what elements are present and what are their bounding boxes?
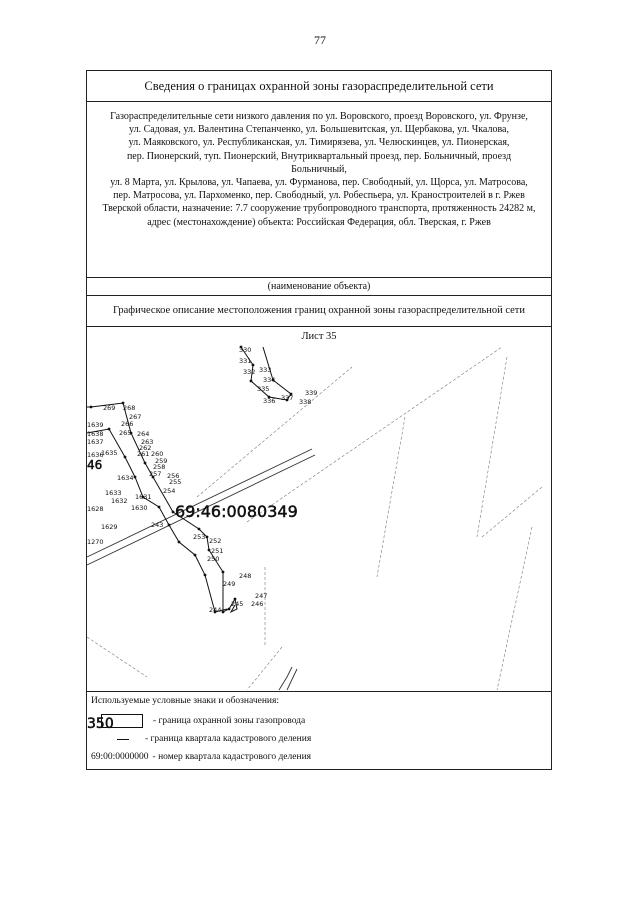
point-label: 1637 xyxy=(87,438,104,446)
point-label: 244 xyxy=(209,606,222,614)
boundary-vertex xyxy=(172,511,175,514)
point-label: 269 xyxy=(103,404,116,412)
point-label: 333 xyxy=(259,366,272,374)
boundary-vertex xyxy=(178,541,181,544)
legend-item-code xyxy=(91,752,311,762)
point-label: 265 xyxy=(119,429,132,437)
parcel-line xyxy=(482,487,542,537)
point-label: 258 xyxy=(153,463,166,471)
parcel-line xyxy=(247,347,502,522)
point-labels xyxy=(87,346,317,614)
point-label: 264 xyxy=(137,430,150,438)
parcel-line xyxy=(497,527,532,690)
point-label: 249 xyxy=(223,580,236,588)
legend-text: - граница охранной зоны газопровода xyxy=(153,716,306,726)
point-label: 266 xyxy=(121,420,134,428)
point-label: 1634 xyxy=(117,474,134,482)
boundary-vertex xyxy=(124,456,127,459)
legend xyxy=(87,692,551,770)
point-label: 1633 xyxy=(105,489,122,497)
description-line: пер. Матросова, ул. Пархоменко, пер. Свободный, ул. Робеспьера, ул. Краностроителей в г. Ржев xyxy=(113,190,525,202)
point-label: 331 xyxy=(239,357,252,365)
description-line: ул. Садовая, ул. Валентина Степанченко, ул. Большевитская, ул. Щербакова, ул. Чкалова, xyxy=(129,124,509,136)
point-label: 334 xyxy=(263,376,276,384)
boundary-vertex xyxy=(252,364,255,367)
parcel-line xyxy=(477,357,507,537)
description-line: пер. Пионерский, туп. Пионерский, Внутриквартальный проезд, пер. Больничный, проезд Больничный, xyxy=(126,150,512,175)
object-caption: (наименование объекта) xyxy=(267,281,371,292)
point-label: 260 xyxy=(151,450,164,458)
point-label: 337 xyxy=(281,394,294,402)
parcel-lines xyxy=(87,347,542,690)
point-label: 243 xyxy=(151,521,164,529)
boundary-vertex xyxy=(222,571,225,574)
description-line: Газораспределительные сети низкого давления по ул. Воровского, проезд Воровского, ул. Фрунзе, xyxy=(110,111,528,122)
boundary-vertex xyxy=(222,611,225,614)
point-label: 1631 xyxy=(135,493,152,501)
boundary-vertex xyxy=(206,536,209,539)
boundary-vertex xyxy=(204,574,207,577)
point-label: 339 xyxy=(305,389,318,397)
point-label: 248 xyxy=(239,572,252,580)
point-label: 1636 xyxy=(87,451,104,459)
boundary-vertex xyxy=(208,549,211,552)
document-title: Сведения о границах охранной зоны газораспределительной сети xyxy=(144,78,494,93)
quarter-code-sample: 69:00:0000000 xyxy=(91,752,149,762)
point-label: 247 xyxy=(255,592,268,600)
point-label: 1630 xyxy=(131,504,148,512)
description-line: ул. Маяковского, ул. Республиканская, ул. Тимирязева, ул. Челюскинцев, ул. Пионерская, xyxy=(128,137,510,149)
neighbor-quarter-label: 46 xyxy=(87,458,103,472)
quarter-boundary xyxy=(287,669,297,690)
neighbor-quarter-label: 350 xyxy=(87,716,114,732)
boundary-vertex xyxy=(228,608,231,611)
boundary-vertex xyxy=(108,428,111,431)
document-frame xyxy=(86,70,552,770)
boundary-vertex xyxy=(198,528,201,531)
description-line: Тверской области, назначение: 7.7 сооружение трубопроводного транспорта, протяженность 24282 м, xyxy=(102,203,536,215)
point-label: 1635 xyxy=(101,449,118,457)
point-label: 252 xyxy=(209,537,222,545)
point-label: 330 xyxy=(239,346,252,354)
zone-boundary-symbol xyxy=(101,714,143,728)
legend-item-quarter xyxy=(91,734,311,744)
description-line: адрес (местонахождение) объекта: Российская Федерация, обл. Тверская, г. Ржев xyxy=(147,216,491,228)
point-label: 1628 xyxy=(87,505,104,513)
quarter-number-label: 69:46:0080349 xyxy=(175,502,298,521)
legend-text: - номер квартала кадастрового деления xyxy=(152,752,312,762)
parcel-line xyxy=(247,647,282,690)
graphic-title: Графическое описание местоположения границ охранной зоны газораспределительной сети xyxy=(112,305,526,316)
legend-title: Используемые условные знаки и обозначения: xyxy=(91,696,280,706)
boundary-vertex xyxy=(168,524,171,527)
point-label: 254 xyxy=(163,487,176,495)
boundary-vertex xyxy=(194,554,197,557)
point-label: 263 xyxy=(141,438,154,446)
point-label: 261 xyxy=(137,450,150,458)
point-label: 246 xyxy=(251,600,264,608)
point-label: 250 xyxy=(207,555,220,563)
parcel-line xyxy=(87,637,147,677)
point-label: 1270 xyxy=(87,538,104,546)
legend-item-zone xyxy=(91,714,305,728)
point-label: 335 xyxy=(257,385,270,393)
point-label: 259 xyxy=(155,457,168,465)
page-number: 77 xyxy=(314,33,326,47)
point-label: 251 xyxy=(211,547,224,555)
legend-text: - граница квартала кадастрового деления xyxy=(145,734,312,744)
boundary-vertex xyxy=(144,462,147,465)
parcel-line xyxy=(377,417,405,577)
point-label: 257 xyxy=(149,470,162,478)
quarter-boundary-lines xyxy=(87,449,315,690)
point-label: 255 xyxy=(169,478,182,486)
sheet-label: Лист 35 xyxy=(301,331,337,342)
boundary-vertex xyxy=(250,380,253,383)
point-label: 1629 xyxy=(101,523,118,531)
parcel-line xyxy=(197,367,352,497)
point-label: 1638 xyxy=(87,430,104,438)
point-label: 256 xyxy=(167,472,180,480)
quarter-boundary xyxy=(279,667,292,690)
point-label: 336 xyxy=(263,397,276,405)
point-label: 268 xyxy=(123,404,136,412)
point-label: 338 xyxy=(299,398,312,406)
boundary-vertex xyxy=(90,406,93,409)
point-label: 245 xyxy=(231,600,244,608)
point-label: 332 xyxy=(243,368,256,376)
description-line: ул. 8 Марта, ул. Крылова, ул. Чапаева, ул. Фурманова, пер. Свободный, ул. Щорса, ул. Матросова, xyxy=(110,177,528,189)
point-label: 1639 xyxy=(87,421,104,429)
point-label: 1632 xyxy=(111,497,128,505)
point-label: 262 xyxy=(139,444,152,452)
point-label: 267 xyxy=(129,413,142,421)
boundary-vertex xyxy=(158,506,161,509)
object-description xyxy=(87,102,551,277)
point-label: 253 xyxy=(193,533,206,541)
quarter-boundary-symbol xyxy=(117,739,129,740)
boundary-vertex xyxy=(134,476,137,479)
